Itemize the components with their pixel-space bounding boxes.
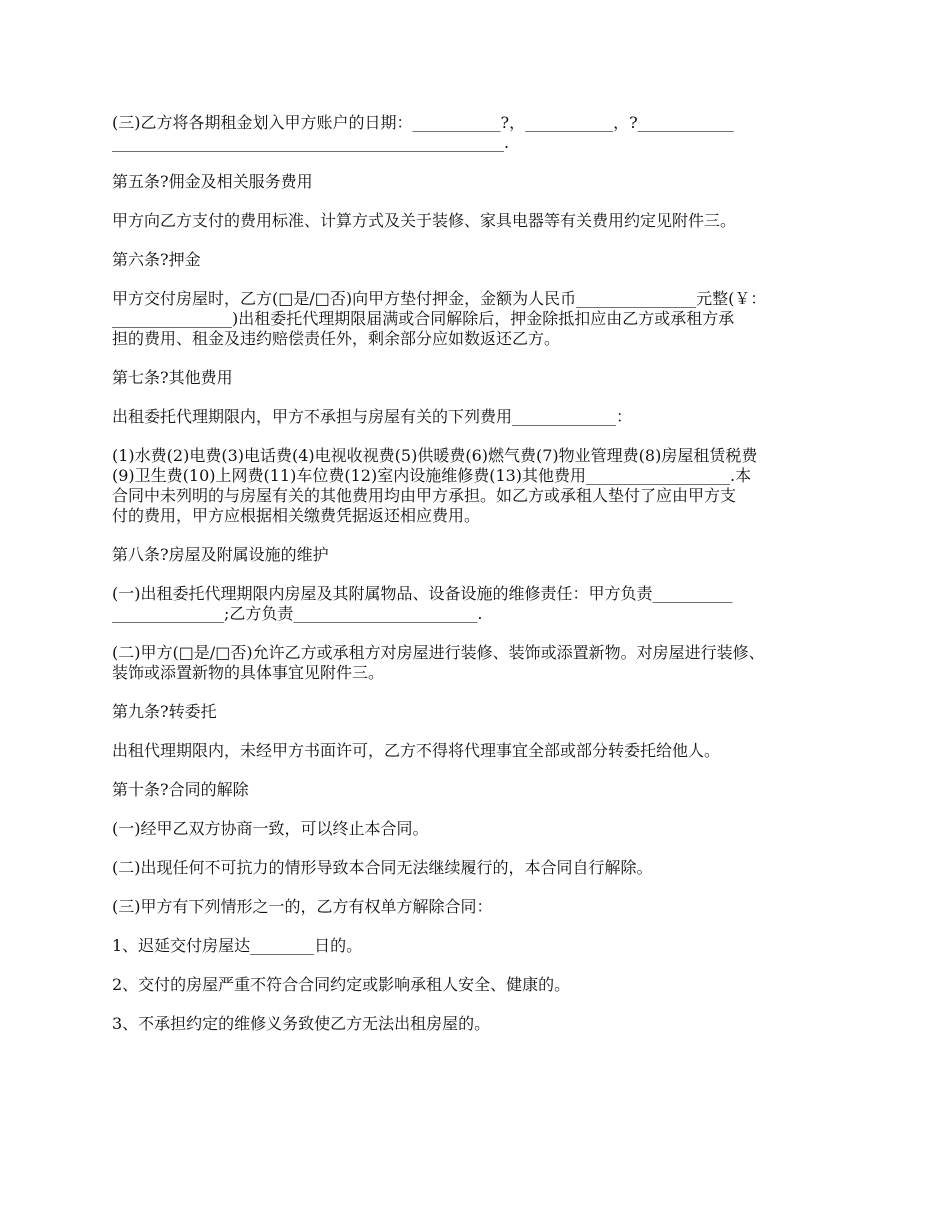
text-line: (二)甲方(□是/□否)允许乙方或承租方对房屋进行装修、装饰或添置新物。对房屋进行装修、 <box>112 643 765 662</box>
article-10-heading <box>112 780 840 800</box>
text-line: (三)甲方有下列情形之一的，乙方有权单方解除合同： <box>112 897 493 916</box>
text-line: (1)水费(2)电费(3)电话费(4)电视收视费(5)供暖费(6)燃气费(7)物业管理费(8)房屋租赁税费 <box>112 446 758 465</box>
article-10-clause-3 <box>112 897 840 917</box>
article-9-heading <box>112 702 840 722</box>
text-line: 第八条?房屋及附属设施的维护 <box>112 545 329 564</box>
article-8-heading <box>112 545 840 565</box>
text-line: 合同中未列明的与房屋有关的其他费用均由甲方承担。如乙方或承租人垫付了应由甲方支 <box>112 486 737 505</box>
termination-item-3 <box>112 1014 840 1034</box>
text-line: ______________;乙方负责_______________________. <box>112 604 483 623</box>
text-line: 第五条?佣金及相关服务费用 <box>112 172 313 191</box>
text-line: 担的费用、租金及违约赔偿责任外，剩余部分应如数返还乙方。 <box>112 329 561 348</box>
text-line: 第十条?合同的解除 <box>112 780 249 799</box>
article-6-heading <box>112 250 840 270</box>
text-line: 1、迟延交付房屋达________日的。 <box>112 936 363 955</box>
text-line: (一)出租委托代理期限内房屋及其附属物品、设备设施的维修责任：甲方负责__________ <box>112 584 733 603</box>
text-line: 出租委托代理期限内，甲方不承担与房屋有关的下列费用_____________： <box>112 407 633 426</box>
article-7-heading <box>112 368 840 388</box>
article-6-body <box>112 289 840 349</box>
text-line: _______________)出租委托代理期限届满或合同解除后，押金除抵扣应由乙方或承租方承 <box>112 309 735 328</box>
document-body <box>112 113 840 1053</box>
clause-4-3-rent-transfer-date <box>112 113 840 153</box>
article-8-clause-1 <box>112 584 840 624</box>
article-9-body <box>112 741 840 761</box>
article-7-fee-list <box>112 446 840 526</box>
text-line: 第六条?押金 <box>112 250 201 269</box>
text-line: _________________________________________________. <box>112 133 510 152</box>
article-8-clause-2 <box>112 643 840 683</box>
article-10-clause-2 <box>112 858 840 878</box>
text-line: (9)卫生费(10)上网费(11)车位费(12)室内设施维修费(13)其他费用__________________.本 <box>112 466 752 485</box>
article-5-body <box>112 211 840 231</box>
termination-item-1 <box>112 936 840 956</box>
text-line: 2、交付的房屋严重不符合合同约定或影响承租人安全、健康的。 <box>112 975 571 994</box>
article-5-heading <box>112 172 840 192</box>
text-line: 第七条?其他费用 <box>112 368 233 387</box>
article-7-intro <box>112 407 840 427</box>
text-line: 甲方向乙方支付的费用标准、计算方式及关于装修、家具电器等有关费用约定见附件三。 <box>112 211 737 230</box>
text-line: 装饰或添置新物的具体事宜见附件三。 <box>112 663 385 682</box>
article-10-clause-1 <box>112 819 840 839</box>
text-line: 第九条?转委托 <box>112 702 217 721</box>
text-line: 3、不承担约定的维修义务致使乙方无法出租房屋的。 <box>112 1014 491 1033</box>
text-line: (一)经甲乙双方协商一致，可以终止本合同。 <box>112 819 429 838</box>
text-line: (三)乙方将各期租金划入甲方账户的日期：___________?，___________，?____________ <box>112 113 734 132</box>
text-line: 出租代理期限内，未经甲方书面许可，乙方不得将代理事宜全部或部分转委托给他人。 <box>112 741 721 760</box>
text-line: 甲方交付房屋时，乙方(□是/□否)向甲方垫付押金，金额为人民币_______________元整(￥： <box>112 289 767 308</box>
text-line: (二)出现任何不可抗力的情形导致本合同无法继续履行的，本合同自行解除。 <box>112 858 653 877</box>
termination-item-2 <box>112 975 840 995</box>
text-line: 付的费用，甲方应根据相关缴费凭据返还相应费用。 <box>112 506 481 525</box>
